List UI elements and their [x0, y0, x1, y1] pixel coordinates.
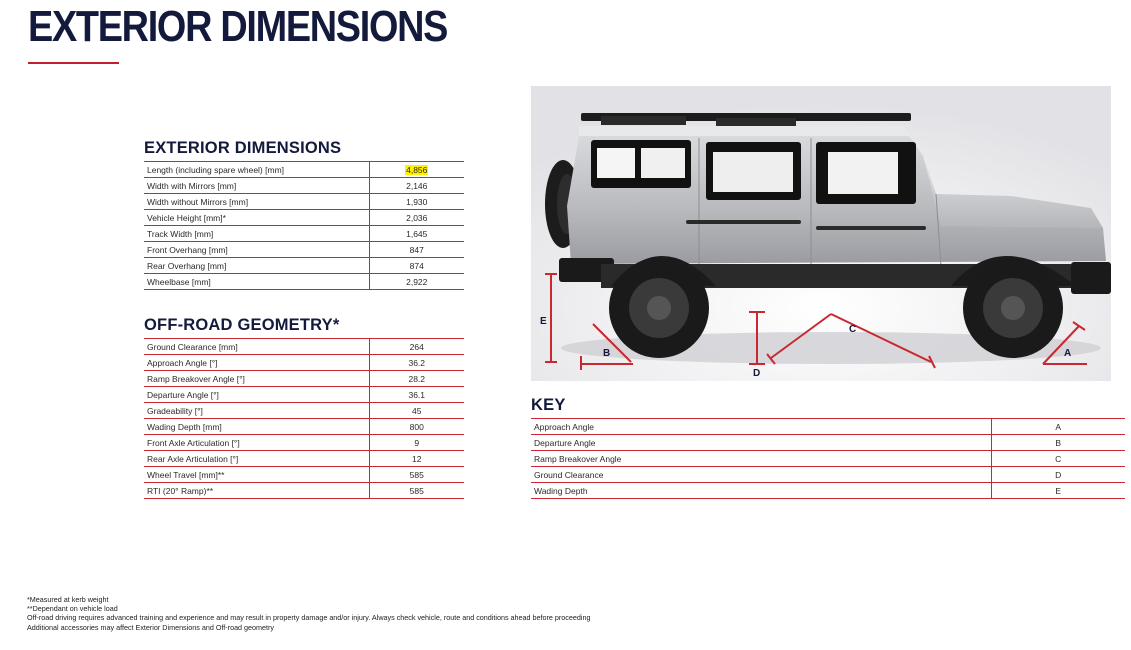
row-label: Vehicle Height [mm]* [144, 210, 369, 226]
table-row [531, 435, 1125, 451]
table-row [144, 419, 464, 435]
table-row [531, 451, 1125, 467]
row-value: B [991, 435, 1125, 451]
table-row [144, 274, 464, 290]
row-label: Front Overhang [mm] [144, 242, 369, 258]
row-label: Wheel Travel [mm]** [144, 467, 369, 483]
table-row [144, 162, 464, 178]
row-value: 1,645 [369, 226, 464, 242]
row-value: 264 [369, 339, 464, 355]
row-value: 45 [369, 403, 464, 419]
row-label: Wading Depth [531, 483, 991, 499]
row-value: 36.1 [369, 387, 464, 403]
label-e: E [540, 316, 547, 327]
exterior-dimensions-table [144, 161, 464, 290]
row-value: 2,146 [369, 178, 464, 194]
row-value: 800 [369, 419, 464, 435]
row-value: 9 [369, 435, 464, 451]
row-label: Departure Angle [531, 435, 991, 451]
row-value: 36.2 [369, 355, 464, 371]
row-label: Approach Angle [°] [144, 355, 369, 371]
label-b: B [603, 348, 611, 359]
row-label: Ground Clearance [mm] [144, 339, 369, 355]
table-row [144, 194, 464, 210]
row-value: 874 [369, 258, 464, 274]
label-d: D [753, 368, 761, 379]
row-value: 585 [369, 467, 464, 483]
row-value: D [991, 467, 1125, 483]
table-row [144, 178, 464, 194]
row-label: RTI (20° Ramp)** [144, 483, 369, 499]
row-label: Rear Axle Articulation [°] [144, 451, 369, 467]
table-row [144, 242, 464, 258]
key-heading: KEY [531, 396, 566, 414]
row-label: Ground Clearance [531, 467, 991, 483]
row-label: Rear Overhang [mm] [144, 258, 369, 274]
footnotes [27, 595, 591, 632]
row-label: Track Width [mm] [144, 226, 369, 242]
exterior-dimensions-heading: EXTERIOR DIMENSIONS [144, 139, 342, 157]
row-label: Wheelbase [mm] [144, 274, 369, 290]
row-value: 585 [369, 483, 464, 499]
footnote-vehicle-load: **Dependant on vehicle load [27, 604, 118, 614]
table-row [144, 435, 464, 451]
table-row [144, 467, 464, 483]
row-value [369, 162, 464, 178]
row-label: Length (including spare wheel) [mm] [144, 162, 369, 178]
row-value: 2,922 [369, 274, 464, 290]
highlighted-value: 4,856 [406, 164, 428, 175]
row-value: 12 [369, 451, 464, 467]
row-label: Width without Mirrors [mm] [144, 194, 369, 210]
footnote-kerb-weight: *Measured at kerb weight [27, 595, 109, 604]
label-c: C [849, 324, 857, 335]
row-value: E [991, 483, 1125, 499]
table-row [531, 483, 1125, 499]
row-label: Front Axle Articulation [°] [144, 435, 369, 451]
table-row [144, 355, 464, 371]
row-label: Departure Angle [°] [144, 387, 369, 403]
table-row [144, 451, 464, 467]
label-a: A [1064, 348, 1072, 359]
row-value: 1,930 [369, 194, 464, 210]
offroad-geometry-table [144, 338, 464, 499]
table-row [144, 210, 464, 226]
row-value: 28.2 [369, 371, 464, 387]
row-label: Gradeability [°] [144, 403, 369, 419]
table-row [144, 403, 464, 419]
table-row [144, 258, 464, 274]
table-row [144, 371, 464, 387]
table-row [531, 419, 1125, 435]
vehicle-diagram [531, 86, 1111, 381]
table-row [144, 483, 464, 499]
table-row [144, 226, 464, 242]
row-label: Ramp Breakover Angle [531, 451, 991, 467]
title-underline [28, 62, 119, 64]
row-label: Wading Depth [mm] [144, 419, 369, 435]
page-title: EXTERIOR DIMENSIONS [28, 2, 448, 51]
table-row [531, 467, 1125, 483]
row-value: 847 [369, 242, 464, 258]
row-label: Width with Mirrors [mm] [144, 178, 369, 194]
footnote-accessories: Additional accessories may affect Exterior Dimensions and Off-road geometry [27, 622, 275, 632]
offroad-geometry-heading: OFF-ROAD GEOMETRY* [144, 316, 340, 334]
row-label: Approach Angle [531, 419, 991, 435]
row-value: A [991, 419, 1125, 435]
row-value: C [991, 451, 1125, 467]
footnote-offroad-warning: Off-road driving requires advanced training and experience and may result in property damage and/or injury. Always check vehicle, route and conditions ahead before proceeding [27, 613, 591, 623]
row-label: Ramp Breakover Angle [°] [144, 371, 369, 387]
row-value: 2,036 [369, 210, 464, 226]
table-row [144, 339, 464, 355]
key-table [531, 418, 1125, 499]
table-row [144, 387, 464, 403]
